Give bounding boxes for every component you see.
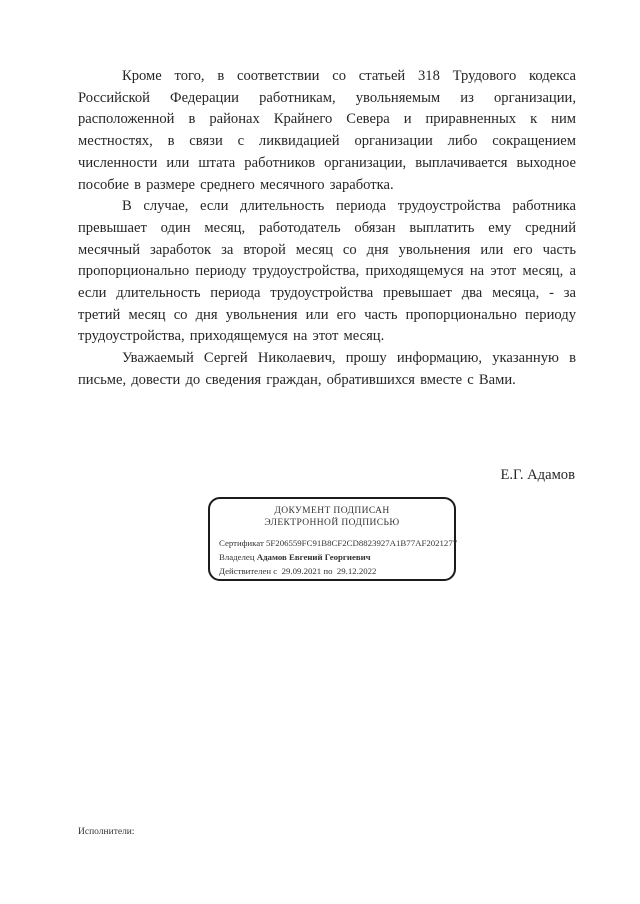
stamp-details (219, 536, 458, 578)
stamp-title-line2: ЭЛЕКТРОННОЙ ПОДПИСЬЮ (264, 518, 400, 528)
paragraph-employment-period: В случае, если длительность периода трудоустройства работника превышает один месяц, работодатель обязан выплатить ему средний месячный заработок за второй месяц со дня увольнения или его часть пропорционально периоду трудоустройства, приходящемуся на этот месяц, а если длительность периода трудоустройства превышает два месяца, - за третий месяц со дня увольнения или его часть пропорционально периоду трудоустройства, приходящемуся на этот месяц. (78, 198, 576, 345)
paragraph-closing-request: Уважаемый Сергей Николаевич, прошу информацию, указанную в письме, довести до сведения граждан, обратившихся вместе с Вами. (78, 350, 576, 388)
certificate-value: 5F206559FC91B8CF2CD8823927A1B77AF2021277 (266, 538, 458, 548)
stamp-owner-line (219, 550, 445, 564)
stamp-validity-line (219, 564, 445, 578)
stamp-title-line1: ДОКУМЕНТ ПОДПИСАН (274, 506, 390, 516)
executors-label: Исполнители: (78, 827, 135, 837)
stamp-title (219, 505, 445, 529)
paragraph-labor-code-318: Кроме того, в соответствии со статьей 318 Трудового кодекса Российской Федерации работникам, увольняемым из организации, расположенной в районах Крайнего Севера и приравненных к ним местностях, в связи с ликвидацией организации либо сокращением численности или штата работников организации, выплачивается выходное пособие в размере среднего месячного заработка. (78, 68, 576, 193)
owner-value: Адамов Евгений Георгиевич (256, 552, 371, 562)
validity-text: Действителен с 29.09.2021 по 29.12.2022 (219, 566, 377, 576)
stamp-certificate-line (219, 536, 458, 550)
certificate-label: Сертификат (219, 538, 264, 548)
signatory-name: Е.Г. Адамов (500, 467, 575, 483)
electronic-signature-stamp (208, 497, 456, 581)
owner-label: Владелец (219, 552, 255, 562)
letter-body (78, 66, 576, 392)
